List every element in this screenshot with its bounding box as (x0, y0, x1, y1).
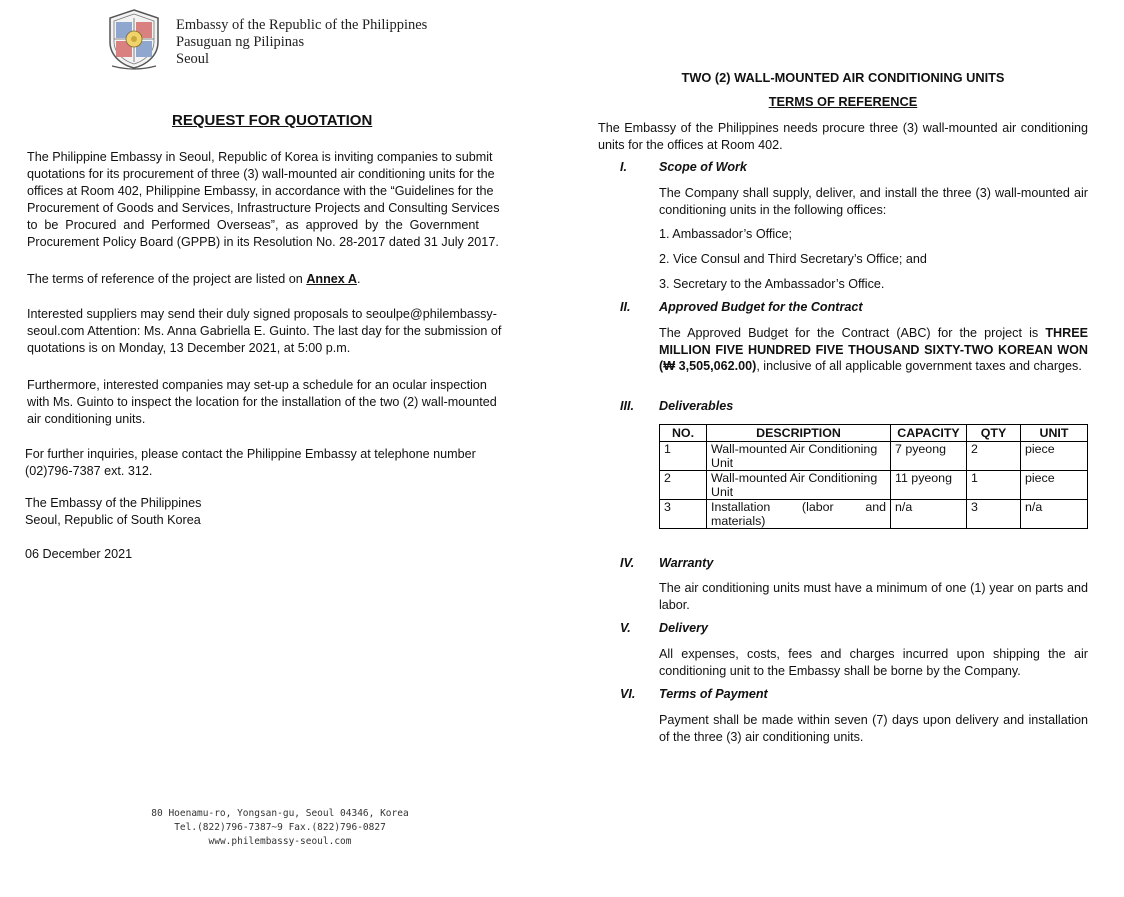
section-title-payment: Terms of Payment (659, 687, 768, 701)
section-number: III. (620, 399, 634, 413)
annex-a-reference: Annex A (306, 272, 357, 286)
rfq-title: REQUEST FOR QUOTATION (172, 112, 373, 129)
section-number: VI. (620, 687, 636, 701)
letterhead-line3: Seoul (176, 51, 210, 67)
tor-intro: The Embassy of the Philippines needs procure three (3) wall-mounted air conditioning units for the offices at Room 402. (598, 121, 1088, 152)
signature-line2: Seoul, Republic of South Korea (25, 513, 201, 527)
cell-capacity: 7 pyeong (891, 442, 967, 471)
section-title-scope: Scope of Work (659, 160, 747, 174)
office-list-item: 3. Secretary to the Ambassador’s Office. (659, 277, 885, 291)
table-row (660, 471, 1088, 500)
col-header-unit: UNIT (1021, 425, 1088, 442)
cell-qty: 3 (967, 500, 1021, 529)
rfq-paragraph-invitation (27, 149, 520, 251)
section-title-warranty: Warranty (659, 556, 714, 570)
cell-unit: piece (1021, 471, 1088, 500)
cell-unit: n/a (1021, 500, 1088, 529)
text-line: Procurement Policy Board (GPPB) in its Resolution No. 28-2017 dated 31 July 2017. (27, 235, 499, 249)
text-line: Procurement of Goods and Services, Infrastructure Projects and Consulting Services (27, 201, 500, 215)
cell-description: Installation (labor and materials) (707, 500, 891, 529)
text-line: seoul.com Attention: Ms. Anna Gabriella E. Guinto. The last day for the submission of (27, 324, 502, 338)
cell-capacity: n/a (891, 500, 967, 529)
section-title-delivery: Delivery (659, 621, 709, 635)
section-number: IV. (620, 556, 635, 570)
text-line: air conditioning units. (27, 412, 146, 426)
office-list-item: 1. Ambassador’s Office; (659, 227, 793, 241)
text-line: quotations is on Monday, 13 December 2021, at 5:00 p.m. (27, 341, 351, 355)
rfq-signature (25, 495, 518, 529)
embassy-seal-icon (104, 8, 164, 70)
table-header-row (660, 425, 1088, 442)
text-line: For further inquiries, please contact the Philippine Embassy at telephone number (25, 447, 476, 461)
tor-title: TWO (2) WALL-MOUNTED AIR CONDITIONING UNITS (681, 70, 1005, 85)
cell-no: 3 (660, 500, 707, 529)
payment-body: Payment shall be made within seven (7) days upon delivery and installation of the three (3) air conditioning units. (659, 713, 1088, 744)
text-line: to be Procured and Performed Overseas”, as approved by the Government (27, 218, 479, 232)
letterhead-line1: Embassy of the Republic of the Philippines (176, 17, 428, 33)
text-line: with Ms. Guinto to inspect the location for the installation of the two (2) wall-mounted (27, 395, 497, 409)
cell-description: Wall-mounted Air Conditioning Unit (707, 471, 891, 500)
text-line: The Philippine Embassy in Seoul, Republic of Korea is inviting companies to submit (27, 150, 493, 164)
budget-body (659, 325, 1088, 375)
delivery-body: All expenses, costs, fees and charges incurred upon shipping the air conditioning unit to the Embassy shall be borne by the Company. (659, 647, 1088, 678)
footer-phone: Tel.(822)796-7387~9 Fax.(822)796-0827 (174, 822, 386, 833)
cell-qty: 2 (967, 442, 1021, 471)
rfq-date: 06 December 2021 (25, 547, 133, 561)
embassy-address-footer (120, 807, 440, 849)
table-row (660, 442, 1088, 471)
signature-line1: The Embassy of the Philippines (25, 496, 202, 510)
section-title-budget: Approved Budget for the Contract (659, 300, 863, 314)
annex-text: The terms of reference of the project are listed on (27, 272, 307, 286)
col-header-no: NO. (660, 425, 707, 442)
deliverables-table (659, 424, 1088, 529)
col-header-capacity: CAPACITY (891, 425, 967, 442)
letterhead-line2: Pasuguan ng Pilipinas (176, 34, 305, 50)
rfq-paragraph-inspection (27, 377, 520, 428)
section-number: I. (620, 160, 627, 174)
cell-qty: 1 (967, 471, 1021, 500)
text-line: offices at Room 402, Philippine Embassy, in accordance with the “Guidelines for the (27, 184, 494, 198)
warranty-body: The air conditioning units must have a minimum of one (1) year on parts and labor. (659, 581, 1088, 612)
annex-period: . (356, 272, 361, 286)
office-list-item: 2. Vice Consul and Third Secretary’s Office; and (659, 252, 927, 266)
cell-capacity: 11 pyeong (891, 471, 967, 500)
cell-unit: piece (1021, 442, 1088, 471)
footer-address: 80 Hoenamu-ro, Yongsan-gu, Seoul 04346, Korea (151, 808, 409, 819)
rfq-paragraph-submission (27, 306, 520, 357)
cell-description: Wall-mounted Air Conditioning Unit (707, 442, 891, 471)
cell-no: 1 (660, 442, 707, 471)
budget-text: The Approved Budget for the Contract (ABC) for the project is (659, 326, 1046, 340)
section-number: II. (620, 300, 631, 314)
rfq-paragraph-inquiries (25, 446, 518, 480)
section-title-deliverables: Deliverables (659, 399, 734, 413)
budget-text-end: , inclusive of all applicable government taxes and charges. (756, 359, 1082, 373)
text-line: Furthermore, interested companies may set-up a schedule for an ocular inspection (27, 378, 487, 392)
footer-website: www.philembassy-seoul.com (208, 836, 352, 847)
embassy-letterhead (176, 17, 427, 68)
col-header-description: DESCRIPTION (707, 425, 891, 442)
tor-subtitle: TERMS OF REFERENCE (768, 94, 918, 109)
table-row (660, 500, 1088, 529)
cell-no: 2 (660, 471, 707, 500)
text-line: quotations for its procurement of three (3) wall-mounted air conditioning units for the (27, 167, 495, 181)
section-number: V. (620, 621, 631, 635)
text-line: Interested suppliers may send their duly signed proposals to seoulpe@philembassy- (27, 307, 497, 321)
scope-body: The Company shall supply, deliver, and install the three (3) wall-mounted air conditioning units in the following offices: (659, 186, 1088, 217)
col-header-qty: QTY (967, 425, 1021, 442)
rfq-paragraph-annex (27, 271, 520, 288)
budget-amount: THREE MILLION FIVE HUNDRED FIVE THOUSAND SIXTY-TWO KOREAN WON (₩ 3,505,062.00) (659, 326, 1088, 373)
text-line: (02)796-7387 ext. 312. (25, 464, 153, 478)
